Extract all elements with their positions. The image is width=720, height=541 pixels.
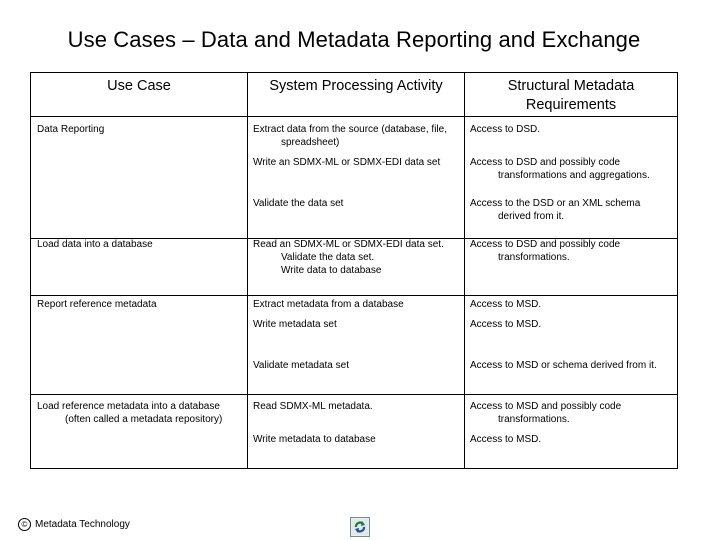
- requirement-text: Access to MSD or schema derived from it.: [470, 360, 657, 371]
- footer-text: Metadata Technology: [35, 519, 130, 530]
- requirement-cell: [470, 359, 677, 372]
- use-case-cell: [37, 400, 245, 426]
- logo-icon: [350, 517, 370, 537]
- header-use-case: Use Case: [107, 78, 171, 94]
- requirement-text: Access to DSD.: [470, 124, 541, 135]
- activity-text: Validate metadata set: [253, 360, 349, 371]
- activity-text: Extract metadata from a database: [253, 299, 404, 310]
- footer: [18, 518, 130, 531]
- activity-text: Extract data from the source (database, file, spreadsheet): [253, 124, 447, 148]
- refresh-logo-icon: [351, 518, 369, 536]
- page-title: Use Cases – Data and Metadata Reporting and Exchange: [67, 27, 641, 52]
- requirement-cell: [470, 156, 675, 182]
- activity-cell: [253, 238, 458, 277]
- activity-cell: [253, 359, 458, 372]
- requirement-cell: [470, 238, 675, 264]
- requirement-cell: [470, 433, 675, 446]
- row-divider: [31, 295, 677, 296]
- activity-cell: [253, 197, 458, 210]
- activity-text: Write metadata to database: [253, 434, 376, 445]
- activity-cell: [253, 156, 458, 169]
- requirement-text: Access to MSD.: [470, 434, 542, 445]
- use-case-cell: Data Reporting: [37, 124, 105, 135]
- requirement-cell: [470, 400, 675, 426]
- requirement-cell: [470, 123, 675, 136]
- header-system-activity: System Processing Activity: [269, 78, 443, 94]
- header-divider: [31, 116, 677, 117]
- activity-cell: [253, 433, 458, 446]
- activity-text: Read SDMX-ML metadata.: [253, 401, 373, 412]
- requirement-text: Access to DSD and possibly code transformations and aggregations.: [470, 157, 650, 181]
- row-divider: [31, 394, 677, 395]
- use-case-cell: Load data into a database: [37, 239, 153, 250]
- column-divider: [464, 73, 465, 468]
- header-metadata-requirements: Structural Metadata Requirements: [507, 78, 635, 113]
- requirement-cell: [470, 298, 675, 311]
- use-case-text: Load reference metadata into a database (often called a metadata repository): [37, 401, 223, 425]
- requirement-text: Access to MSD.: [470, 319, 542, 330]
- use-case-cell: Report reference metadata: [37, 299, 157, 310]
- activity-text: Write an SDMX-ML or SDMX-EDI data set: [253, 157, 441, 168]
- activity-cell: [253, 318, 458, 331]
- activity-cell: [253, 298, 458, 311]
- requirement-text: Access to MSD and possibly code transformations.: [470, 401, 622, 425]
- activity-cell: [253, 400, 458, 413]
- activity-text: Read an SDMX-ML or SDMX-EDI data set. Validate the data set. Write data to database: [253, 239, 444, 276]
- activity-text: Validate the data set: [253, 198, 344, 209]
- requirement-text: Access to MSD.: [470, 299, 542, 310]
- activity-cell: [253, 123, 458, 149]
- activity-text: Write metadata set: [253, 319, 337, 330]
- requirement-cell: [470, 318, 675, 331]
- use-case-table: [30, 72, 678, 469]
- requirement-text: Access to the DSD or an XML schema derived from it.: [470, 198, 641, 222]
- requirement-text: Access to DSD and possibly code transformations.: [470, 239, 621, 263]
- requirement-cell: [470, 197, 675, 223]
- copyright-icon: ©: [18, 518, 31, 531]
- column-divider: [247, 73, 248, 468]
